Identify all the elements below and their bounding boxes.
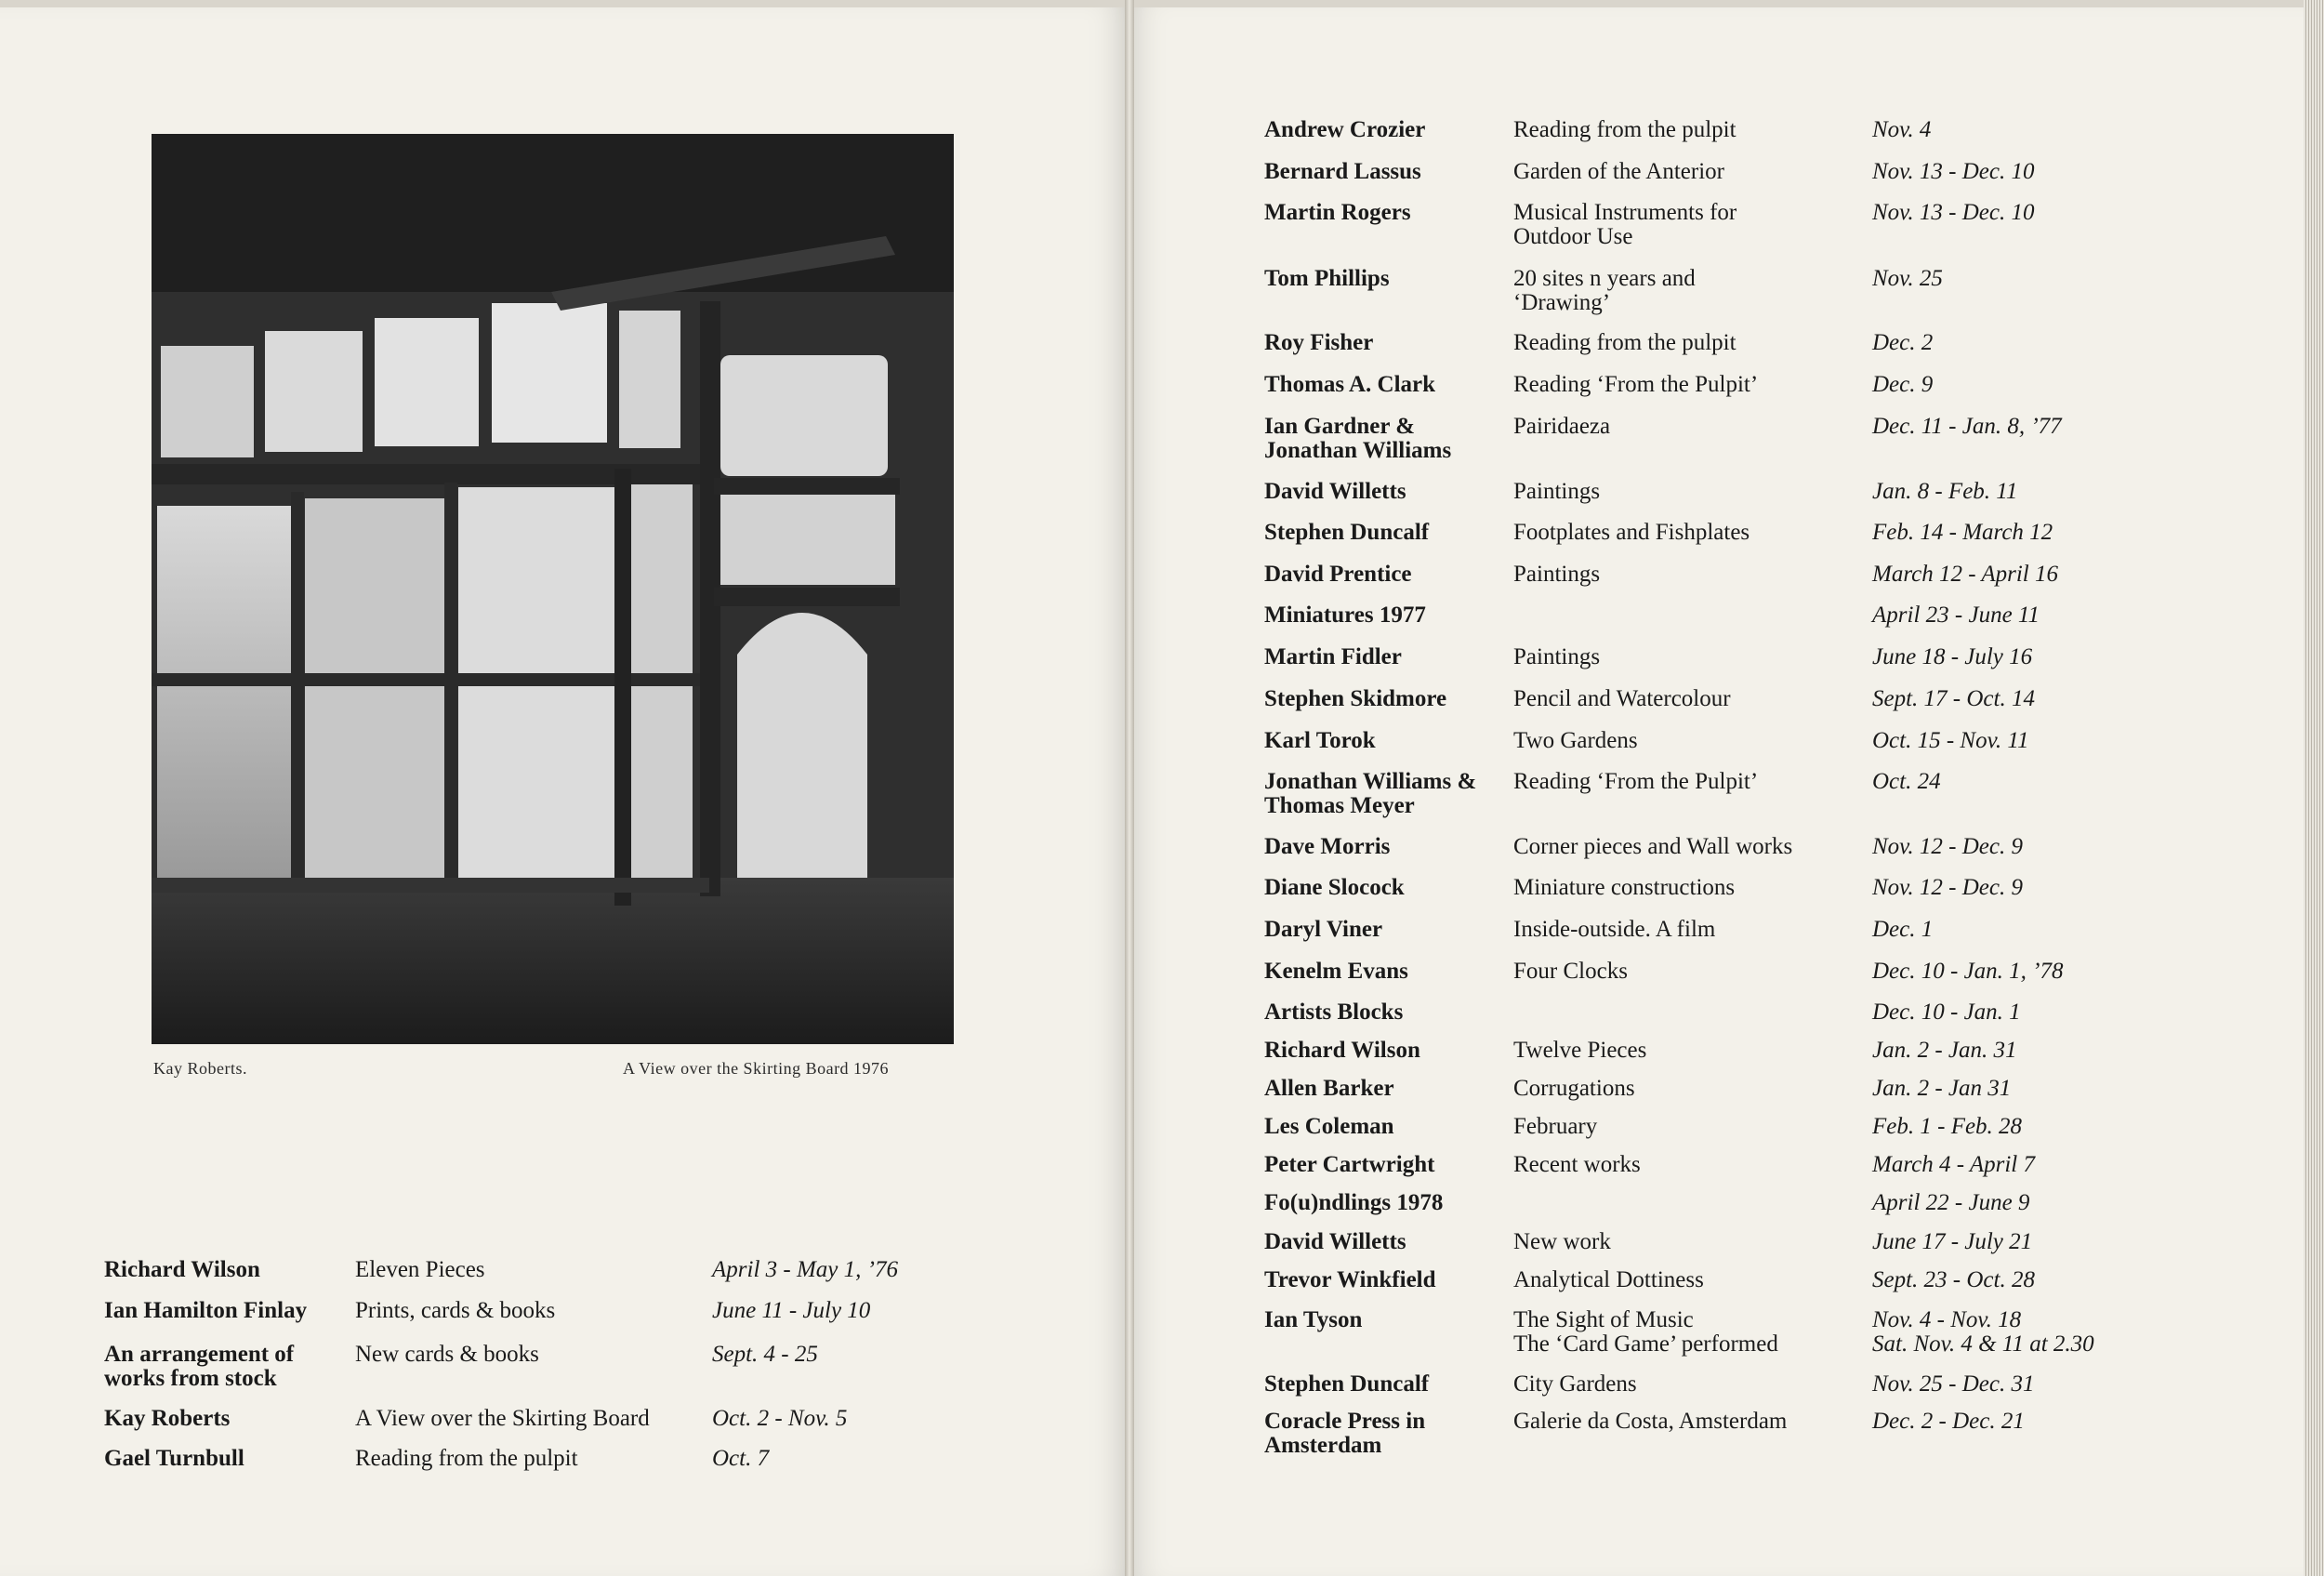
listing-name-cell xyxy=(1264,1115,1394,1139)
listing-dates-line: Feb. 14 - March 12 xyxy=(1872,520,2053,545)
listing-title-cell xyxy=(1513,1372,1637,1397)
listing-dates-line: March 4 - April 7 xyxy=(1872,1152,2035,1177)
window-photo-illustration xyxy=(152,134,954,1044)
listing-name-cell xyxy=(1264,603,1426,628)
listing-dates-line: Nov. 13 - Dec. 10 xyxy=(1872,200,2035,225)
listing-title-cell xyxy=(355,1258,485,1282)
listing-name-cell xyxy=(1264,563,1412,587)
listing-name-cell xyxy=(1264,835,1390,859)
listing-name-cell xyxy=(1264,1039,1420,1063)
listing-title-line: Twelve Pieces xyxy=(1513,1038,1647,1063)
listing-title-line: New cards & books xyxy=(355,1342,539,1367)
listing-name-line: Ian Hamilton Finlay xyxy=(104,1298,308,1323)
listing-title-line: Inside-outside. A film xyxy=(1513,917,1716,942)
listing-dates-cell xyxy=(1872,201,2035,225)
listing-dates-line: Dec. 2 xyxy=(1872,330,1934,355)
listing-name-line: Richard Wilson xyxy=(104,1257,260,1282)
listing-title-line: February xyxy=(1513,1114,1598,1139)
listing-title-line: ‘Drawing’ xyxy=(1513,290,1611,315)
listing-title-cell xyxy=(1513,373,1758,397)
listing-name-cell xyxy=(104,1299,307,1323)
listing-dates-line: Sept. 4 - 25 xyxy=(712,1342,818,1367)
listing-name-line: Dave Morris xyxy=(1264,834,1391,859)
listing-name-line: Daryl Viner xyxy=(1264,917,1383,942)
listing-dates-cell xyxy=(1872,835,2023,859)
listing-name-cell xyxy=(1264,770,1476,818)
listing-name-line: Roy Fisher xyxy=(1264,330,1374,355)
listing-title-cell xyxy=(1513,835,1792,859)
listing-name-cell xyxy=(1264,1268,1436,1292)
listing-dates-line: Nov. 25 xyxy=(1872,266,1943,291)
listing-title-cell xyxy=(1513,201,1736,249)
listing-dates-line: April 23 - June 11 xyxy=(1872,603,2040,628)
listing-title-cell xyxy=(1513,521,1750,545)
listing-title-cell xyxy=(1513,1077,1635,1101)
listing-name-line: Coracle Press in xyxy=(1264,1409,1426,1434)
listing-name-cell xyxy=(1264,645,1402,669)
listing-dates-cell xyxy=(1872,1191,2029,1215)
listing-title-line: Reading from the pulpit xyxy=(1513,117,1736,142)
left-page xyxy=(0,7,1129,1576)
listing-name-cell xyxy=(1264,1372,1429,1397)
listing-dates-cell xyxy=(1872,603,2040,628)
listing-name-cell xyxy=(1264,331,1373,355)
listing-name-line: Stephen Duncalf xyxy=(1264,1371,1430,1397)
listing-dates-cell xyxy=(1872,918,1933,942)
listing-title-cell xyxy=(1513,160,1724,184)
listing-name-cell xyxy=(1264,1077,1394,1101)
listing-name-line: Ian Gardner & xyxy=(1264,414,1416,439)
listing-title-cell xyxy=(1513,918,1715,942)
listing-title-line: Analytical Dottiness xyxy=(1513,1267,1704,1292)
listing-name-cell xyxy=(104,1258,260,1282)
listing-title-line: New work xyxy=(1513,1229,1611,1254)
listing-title-line: 20 sites n years and xyxy=(1513,266,1696,291)
listing-dates-cell xyxy=(1872,687,2035,711)
listing-dates-line: Dec. 1 xyxy=(1872,917,1934,942)
listing-title-cell xyxy=(1513,1268,1704,1292)
listing-dates-line: April 22 - June 9 xyxy=(1872,1190,2030,1215)
photo-caption-title: A View over the Skirting Board 1976 xyxy=(623,1059,890,1078)
listing-dates-line: Dec. 9 xyxy=(1872,372,1934,397)
listing-name-line: David Willetts xyxy=(1264,479,1406,504)
listing-dates-cell xyxy=(1872,480,2017,504)
listing-name-cell xyxy=(1264,1153,1434,1177)
listing-name-line: Miniatures 1977 xyxy=(1264,603,1426,628)
listing-title-cell xyxy=(1513,729,1638,753)
listing-name-line: Allen Barker xyxy=(1264,1076,1394,1101)
listing-name-line: Trevor Winkfield xyxy=(1264,1267,1436,1292)
listing-name-line: Martin Rogers xyxy=(1264,200,1411,225)
listing-name-cell xyxy=(1264,201,1411,225)
listing-name-cell xyxy=(104,1447,244,1471)
listing-name-cell xyxy=(1264,480,1406,504)
right-page xyxy=(1129,7,2305,1576)
listing-name-cell xyxy=(1264,1191,1443,1215)
listing-dates-line: June 17 - July 21 xyxy=(1872,1229,2033,1254)
listing-name-cell xyxy=(1264,373,1435,397)
listing-title-line: Four Clocks xyxy=(1513,959,1628,984)
listing-dates-line: Nov. 4 xyxy=(1872,117,1932,142)
listing-dates-cell xyxy=(1872,1039,2017,1063)
listing-title-cell xyxy=(1513,770,1758,794)
listing-dates-cell xyxy=(1872,160,2035,184)
listing-dates-cell xyxy=(1872,1077,2011,1101)
listing-name-line: Thomas A. Clark xyxy=(1264,372,1436,397)
listing-title-cell xyxy=(1513,645,1600,669)
listing-dates-line: Sept. 17 - Oct. 14 xyxy=(1872,686,2035,711)
listing-dates-cell xyxy=(1872,331,1933,355)
listing-name-cell xyxy=(1264,415,1451,463)
listing-name-cell xyxy=(1264,521,1429,545)
listing-name-cell xyxy=(1264,876,1405,900)
listing-name-line: Stephen Skidmore xyxy=(1264,686,1447,711)
listing-name-cell xyxy=(1264,267,1390,291)
listing-title-cell xyxy=(355,1343,539,1367)
listing-title-line: Miniature constructions xyxy=(1513,875,1736,900)
listing-name-line: Amsterdam xyxy=(1264,1433,1382,1458)
listing-title-line: Recent works xyxy=(1513,1152,1641,1177)
photo-caption-artist: Kay Roberts. xyxy=(153,1059,247,1078)
listing-name-line: David Willetts xyxy=(1264,1229,1406,1254)
listing-name-cell xyxy=(1264,1230,1406,1254)
listing-dates-cell xyxy=(1872,1230,2032,1254)
listing-dates-cell xyxy=(1872,415,2062,439)
listing-title-cell xyxy=(1513,1039,1646,1063)
listing-title-cell xyxy=(1513,1308,1778,1357)
listing-name-line: Artists Blocks xyxy=(1264,1000,1404,1025)
page-edges xyxy=(2304,0,2324,1576)
listing-dates-cell xyxy=(1872,960,2064,984)
listing-name-line: Stephen Duncalf xyxy=(1264,520,1430,545)
listing-dates-cell xyxy=(1872,1153,2035,1177)
listing-dates-cell xyxy=(712,1258,898,1282)
listing-dates-cell xyxy=(1872,521,2053,545)
listing-dates-line: Oct. 24 xyxy=(1872,769,1941,794)
listing-title-line: Reading from the pulpit xyxy=(1513,330,1736,355)
listing-name-cell xyxy=(1264,1000,1403,1025)
listing-title-cell xyxy=(1513,1115,1597,1139)
listing-dates-line: Sat. Nov. 4 & 11 at 2.30 xyxy=(1872,1331,2094,1357)
listing-dates-line: Oct. 7 xyxy=(712,1446,770,1471)
listing-name-line: Andrew Crozier xyxy=(1264,117,1426,142)
listing-title-line: City Gardens xyxy=(1513,1371,1637,1397)
listing-dates-line: Nov. 4 - Nov. 18 xyxy=(1872,1307,2022,1332)
listing-title-cell xyxy=(1513,415,1610,439)
listing-title-cell xyxy=(1513,1410,1787,1434)
listing-title-cell xyxy=(355,1447,578,1471)
listing-title-line: Garden of the Anterior xyxy=(1513,159,1725,184)
listing-name-line: David Prentice xyxy=(1264,562,1412,587)
listing-dates-line: March 12 - April 16 xyxy=(1872,562,2058,587)
listing-title-cell xyxy=(355,1299,555,1323)
listing-title-cell xyxy=(1513,876,1735,900)
listing-title-line: The ‘Card Game’ performed xyxy=(1513,1331,1778,1357)
listing-title-line: Pencil and Watercolour xyxy=(1513,686,1731,711)
listing-name-line: Ian Tyson xyxy=(1264,1307,1363,1332)
listing-title-cell xyxy=(1513,118,1736,142)
listing-dates-line: June 11 - July 10 xyxy=(712,1298,871,1323)
listing-title-cell xyxy=(1513,480,1600,504)
photograph-window-view xyxy=(152,134,954,1044)
listing-title-line: Prints, cards & books xyxy=(355,1298,556,1323)
listing-dates-cell xyxy=(1872,1372,2035,1397)
listing-name-cell xyxy=(1264,960,1408,984)
listing-name-line: Kay Roberts xyxy=(104,1406,231,1431)
listing-dates-line: Feb. 1 - Feb. 28 xyxy=(1872,1114,2023,1139)
listing-title-line: A View over the Skirting Board xyxy=(355,1406,650,1431)
listing-dates-cell xyxy=(1872,118,1931,142)
listing-name-line: Martin Fidler xyxy=(1264,644,1402,669)
listing-dates-line: Dec. 11 - Jan. 8, ’77 xyxy=(1872,414,2062,439)
listing-name-line: An arrangement of xyxy=(104,1342,295,1367)
listing-dates-line: June 18 - July 16 xyxy=(1872,644,2033,669)
listing-title-cell xyxy=(1513,687,1731,711)
listing-dates-line: Nov. 13 - Dec. 10 xyxy=(1872,159,2035,184)
listing-dates-cell xyxy=(1872,770,1941,794)
listing-title-line: Paintings xyxy=(1513,479,1601,504)
listing-name-line: Bernard Lassus xyxy=(1264,159,1421,184)
listing-title-line: Musical Instruments for xyxy=(1513,200,1737,225)
listing-name-line: Karl Torok xyxy=(1264,728,1376,753)
listing-title-cell xyxy=(1513,1230,1611,1254)
listing-title-cell xyxy=(1513,960,1628,984)
listing-dates-line: Jan. 8 - Feb. 11 xyxy=(1872,479,2018,504)
listing-dates-cell xyxy=(712,1407,847,1431)
listing-title-line: Galerie da Costa, Amsterdam xyxy=(1513,1409,1788,1434)
listing-dates-cell xyxy=(712,1447,769,1471)
listing-name-cell xyxy=(1264,160,1421,184)
listing-name-line: Jonathan Williams xyxy=(1264,438,1452,463)
listing-name-cell xyxy=(1264,729,1376,753)
listing-title-cell xyxy=(1513,563,1600,587)
listing-dates-cell xyxy=(1872,1308,2094,1357)
listing-title-cell xyxy=(1513,331,1736,355)
listing-title-cell xyxy=(355,1407,650,1431)
listing-name-line: Jonathan Williams & xyxy=(1264,769,1477,794)
listing-dates-line: Dec. 10 - Jan. 1 xyxy=(1872,1000,2021,1025)
listing-dates-cell xyxy=(1872,729,2028,753)
listing-name-line: Les Coleman xyxy=(1264,1114,1394,1139)
listing-title-cell xyxy=(1513,1153,1641,1177)
listing-dates-cell xyxy=(1872,645,2032,669)
listing-title-line: The Sight of Music xyxy=(1513,1307,1694,1332)
listing-title-line: Corner pieces and Wall works xyxy=(1513,834,1793,859)
listing-name-line: works from stock xyxy=(104,1366,277,1391)
listing-dates-line: Nov. 12 - Dec. 9 xyxy=(1872,875,2023,900)
listing-dates-cell xyxy=(1872,267,1943,291)
listing-name-line: Kenelm Evans xyxy=(1264,959,1408,984)
listing-name-cell xyxy=(1264,687,1446,711)
listing-dates-cell xyxy=(1872,1115,2022,1139)
listing-name-line: Fo(u)ndlings 1978 xyxy=(1264,1190,1444,1215)
listing-title-line: Paintings xyxy=(1513,644,1601,669)
listing-dates-cell xyxy=(712,1299,870,1323)
listing-title-line: Eleven Pieces xyxy=(355,1257,485,1282)
listing-title-line: Footplates and Fishplates xyxy=(1513,520,1750,545)
listing-title-line: Corrugations xyxy=(1513,1076,1635,1101)
listing-name-line: Tom Phillips xyxy=(1264,266,1390,291)
listing-dates-line: Sept. 23 - Oct. 28 xyxy=(1872,1267,2035,1292)
listing-dates-line: Oct. 15 - Nov. 11 xyxy=(1872,728,2029,753)
listing-dates-cell xyxy=(1872,876,2023,900)
listing-name-line: Peter Cartwright xyxy=(1264,1152,1435,1177)
listing-name-line: Thomas Meyer xyxy=(1264,793,1415,818)
listing-dates-line: Nov. 12 - Dec. 9 xyxy=(1872,834,2023,859)
listing-name-cell xyxy=(1264,118,1425,142)
listing-name-line: Diane Slocock xyxy=(1264,875,1405,900)
listing-name-line: Richard Wilson xyxy=(1264,1038,1420,1063)
listing-name-cell xyxy=(1264,1410,1425,1458)
listing-dates-cell xyxy=(1872,1410,2025,1434)
listing-dates-line: Jan. 2 - Jan. 31 xyxy=(1872,1038,2017,1063)
listing-title-line: Reading ‘From the Pulpit’ xyxy=(1513,372,1759,397)
listing-dates-cell xyxy=(1872,1000,2021,1025)
listing-dates-line: Dec. 10 - Jan. 1, ’78 xyxy=(1872,959,2064,984)
listing-dates-cell xyxy=(1872,373,1933,397)
listing-dates-line: Dec. 2 - Dec. 21 xyxy=(1872,1409,2025,1434)
listing-dates-line: April 3 - May 1, ’76 xyxy=(712,1257,898,1282)
listing-title-line: Pairidaeza xyxy=(1513,414,1611,439)
listing-title-cell xyxy=(1513,267,1696,315)
listing-dates-cell xyxy=(712,1343,818,1367)
listing-name-cell xyxy=(1264,918,1382,942)
listing-name-cell xyxy=(104,1407,230,1431)
listing-dates-line: Jan. 2 - Jan 31 xyxy=(1872,1076,2012,1101)
book-gutter xyxy=(1125,0,1134,1576)
listing-dates-line: Nov. 25 - Dec. 31 xyxy=(1872,1371,2035,1397)
listing-dates-cell xyxy=(1872,1268,2035,1292)
listing-title-line: Reading from the pulpit xyxy=(355,1446,578,1471)
listing-title-line: Two Gardens xyxy=(1513,728,1638,753)
listing-dates-line: Oct. 2 - Nov. 5 xyxy=(712,1406,848,1431)
listing-title-line: Paintings xyxy=(1513,562,1601,587)
listing-title-line: Outdoor Use xyxy=(1513,224,1633,249)
listing-name-cell xyxy=(104,1343,294,1391)
listing-dates-cell xyxy=(1872,563,2058,587)
listing-title-line: Reading ‘From the Pulpit’ xyxy=(1513,769,1759,794)
listing-name-line: Gael Turnbull xyxy=(104,1446,244,1471)
listing-name-cell xyxy=(1264,1308,1362,1332)
